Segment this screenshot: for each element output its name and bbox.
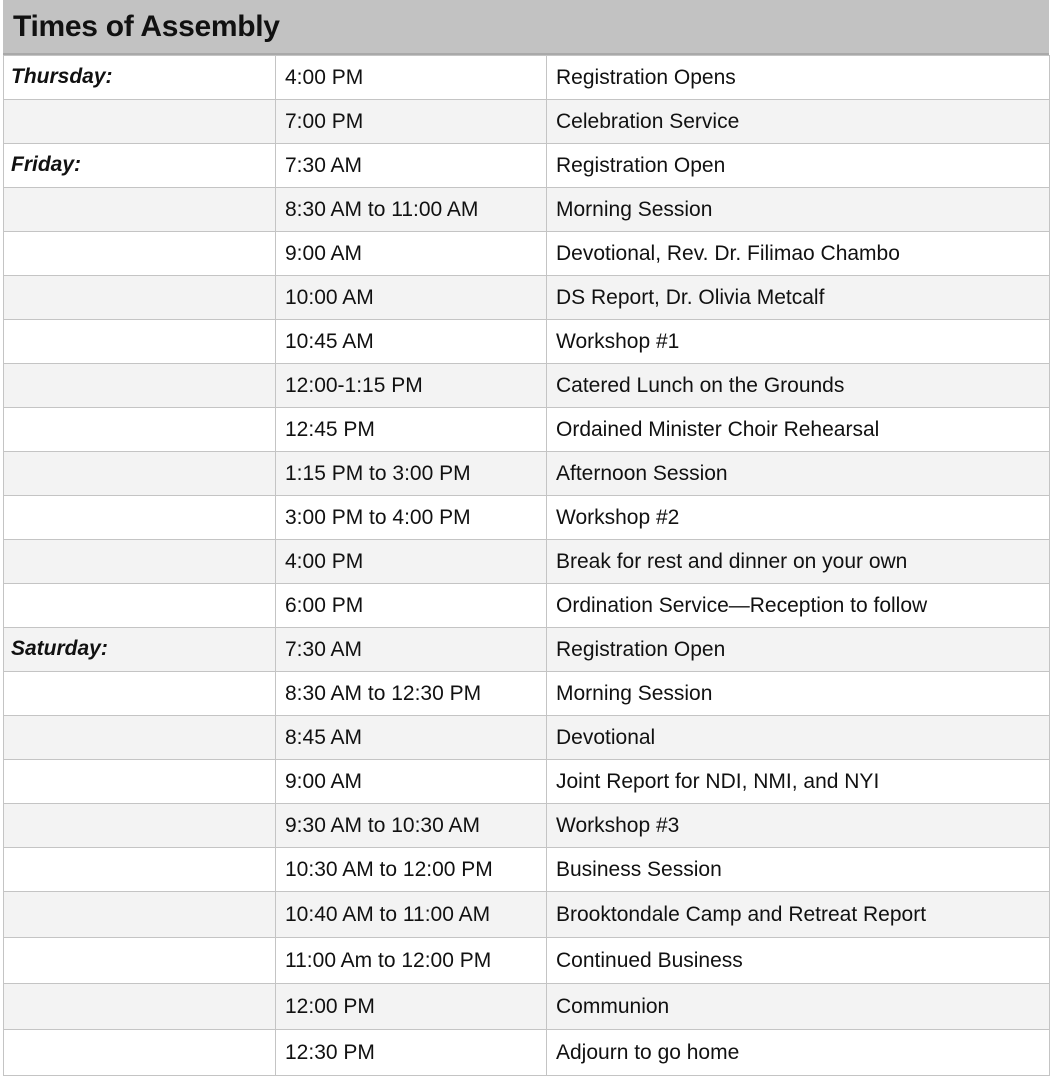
event-cell: Workshop #1 [547, 320, 1050, 364]
event-cell: Morning Session [547, 188, 1050, 232]
table-row [4, 1030, 1050, 1076]
day-cell [4, 760, 276, 804]
schedule-table-body [4, 56, 1050, 1076]
table-row [4, 100, 1050, 144]
event-cell: Continued Business [547, 938, 1050, 984]
day-cell [4, 672, 276, 716]
event-cell: Joint Report for NDI, NMI, and NYI [547, 760, 1050, 804]
time-cell: 12:00 PM [276, 984, 547, 1030]
page-title: Times of Assembly [13, 9, 280, 43]
day-cell [4, 276, 276, 320]
day-cell [4, 320, 276, 364]
time-cell: 4:00 PM [276, 540, 547, 584]
table-row [4, 848, 1050, 892]
time-cell: 7:00 PM [276, 100, 547, 144]
event-cell: Break for rest and dinner on your own [547, 540, 1050, 584]
day-cell [4, 540, 276, 584]
table-row [4, 938, 1050, 984]
day-cell [4, 1030, 276, 1076]
day-cell: Thursday: [4, 56, 276, 100]
event-cell: Workshop #3 [547, 804, 1050, 848]
table-row [4, 452, 1050, 496]
time-cell: 8:30 AM to 12:30 PM [276, 672, 547, 716]
day-cell: Saturday: [4, 628, 276, 672]
schedule-table [3, 55, 1050, 1076]
time-cell: 9:00 AM [276, 232, 547, 276]
event-cell: Registration Opens [547, 56, 1050, 100]
day-cell [4, 984, 276, 1030]
table-row [4, 496, 1050, 540]
event-cell: Ordination Service—Reception to follow [547, 584, 1050, 628]
day-cell [4, 496, 276, 540]
day-cell: Friday: [4, 144, 276, 188]
event-cell: Devotional [547, 716, 1050, 760]
time-cell: 10:00 AM [276, 276, 547, 320]
day-cell [4, 938, 276, 984]
event-cell: Ordained Minister Choir Rehearsal [547, 408, 1050, 452]
day-cell [4, 804, 276, 848]
table-row [4, 144, 1050, 188]
time-cell: 4:00 PM [276, 56, 547, 100]
event-cell: Afternoon Session [547, 452, 1050, 496]
table-row [4, 584, 1050, 628]
time-cell: 8:45 AM [276, 716, 547, 760]
event-cell: Morning Session [547, 672, 1050, 716]
event-cell: Workshop #2 [547, 496, 1050, 540]
time-cell: 10:30 AM to 12:00 PM [276, 848, 547, 892]
schedule-sheet [3, 0, 1049, 1076]
table-row [4, 320, 1050, 364]
title-bar [3, 0, 1049, 55]
table-row [4, 364, 1050, 408]
event-cell: Catered Lunch on the Grounds [547, 364, 1050, 408]
table-row [4, 408, 1050, 452]
day-cell [4, 452, 276, 496]
time-cell: 10:40 AM to 11:00 AM [276, 892, 547, 938]
time-cell: 8:30 AM to 11:00 AM [276, 188, 547, 232]
day-cell [4, 584, 276, 628]
time-cell: 6:00 PM [276, 584, 547, 628]
day-cell [4, 892, 276, 938]
time-cell: 1:15 PM to 3:00 PM [276, 452, 547, 496]
time-cell: 12:30 PM [276, 1030, 547, 1076]
time-cell: 3:00 PM to 4:00 PM [276, 496, 547, 540]
time-cell: 12:45 PM [276, 408, 547, 452]
table-row [4, 232, 1050, 276]
table-row [4, 892, 1050, 938]
day-cell [4, 188, 276, 232]
event-cell: DS Report, Dr. Olivia Metcalf [547, 276, 1050, 320]
time-cell: 10:45 AM [276, 320, 547, 364]
event-cell: Registration Open [547, 144, 1050, 188]
time-cell: 9:00 AM [276, 760, 547, 804]
time-cell: 9:30 AM to 10:30 AM [276, 804, 547, 848]
table-row [4, 804, 1050, 848]
table-row [4, 628, 1050, 672]
day-cell [4, 408, 276, 452]
event-cell: Registration Open [547, 628, 1050, 672]
time-cell: 7:30 AM [276, 144, 547, 188]
day-cell [4, 716, 276, 760]
event-cell: Communion [547, 984, 1050, 1030]
table-row [4, 716, 1050, 760]
time-cell: 11:00 Am to 12:00 PM [276, 938, 547, 984]
event-cell: Business Session [547, 848, 1050, 892]
event-cell: Adjourn to go home [547, 1030, 1050, 1076]
event-cell: Brooktondale Camp and Retreat Report [547, 892, 1050, 938]
table-row [4, 984, 1050, 1030]
time-cell: 12:00-1:15 PM [276, 364, 547, 408]
day-cell [4, 232, 276, 276]
day-cell [4, 848, 276, 892]
table-row [4, 672, 1050, 716]
day-cell [4, 100, 276, 144]
event-cell: Devotional, Rev. Dr. Filimao Chambo [547, 232, 1050, 276]
table-row [4, 760, 1050, 804]
time-cell: 7:30 AM [276, 628, 547, 672]
table-row [4, 188, 1050, 232]
day-cell [4, 364, 276, 408]
table-row [4, 540, 1050, 584]
table-row [4, 276, 1050, 320]
table-row [4, 56, 1050, 100]
event-cell: Celebration Service [547, 100, 1050, 144]
